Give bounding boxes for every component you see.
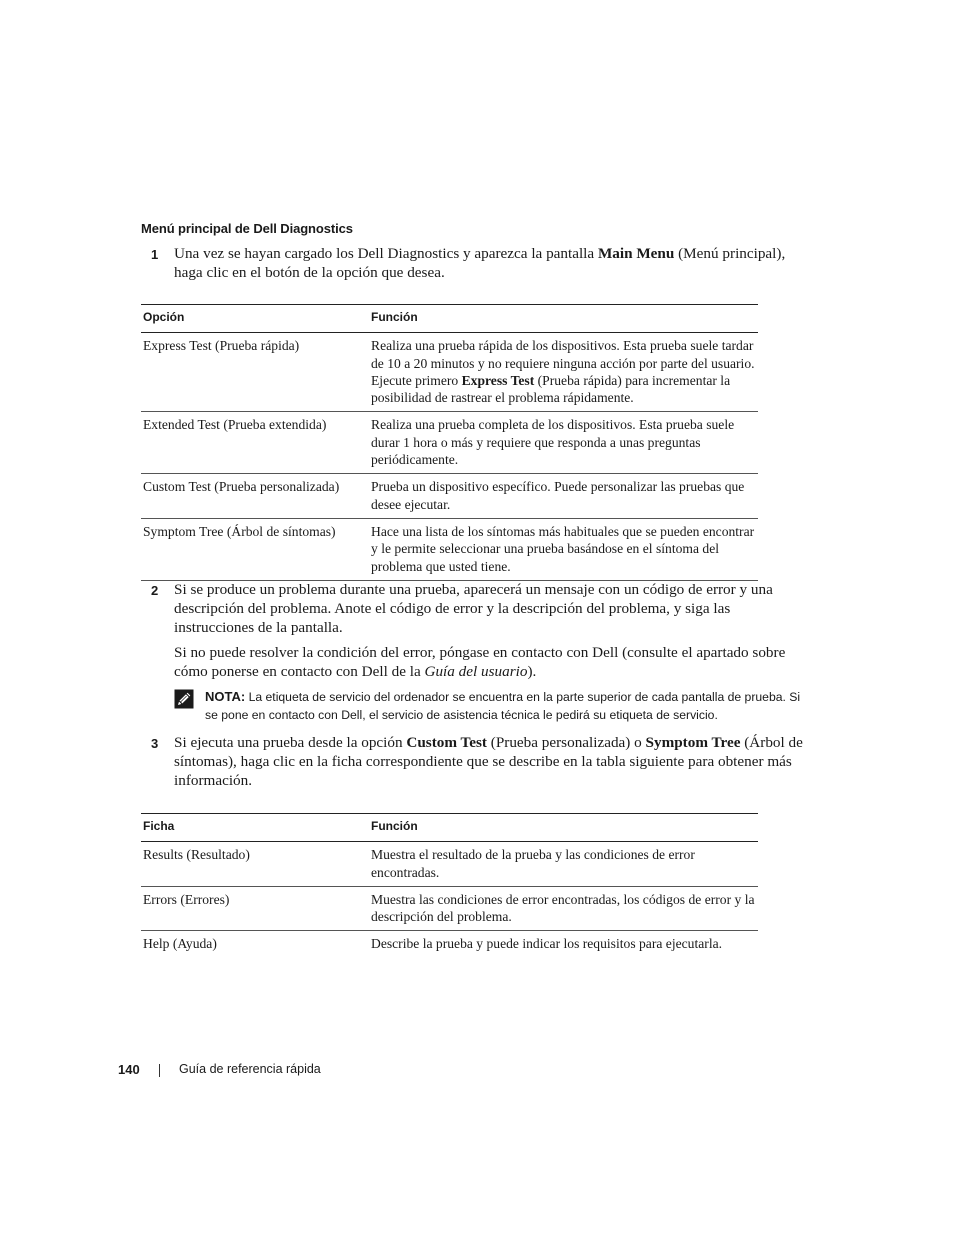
step-number: 3 <box>151 736 159 751</box>
table-row <box>141 886 758 931</box>
page-footer <box>118 1062 321 1077</box>
function-cell: Muestra las condiciones de error encontradas, los códigos de error y la descripción del problema. <box>367 886 758 931</box>
step-number: 1 <box>151 247 159 262</box>
table-row <box>141 931 758 958</box>
tab-cell: Help (Ayuda) <box>143 936 217 952</box>
note-box <box>174 688 814 724</box>
option-cell: Extended Test (Prueba extendida) <box>141 412 367 474</box>
function-cell: Hace una lista de los síntomas más habituales que se pueden encontrar y le permite seleccionar una prueba basándose en el síntoma del problema que usted tiene. <box>367 518 758 580</box>
table-header-row <box>141 305 758 333</box>
note-label: NOTA: <box>205 689 246 704</box>
function-cell: Describe la prueba y puede indicar los requisitos para ejecutarla. <box>371 936 723 952</box>
option-cell: Express Test (Prueba rápida) <box>141 333 367 412</box>
table-row <box>141 333 758 412</box>
function-cell: Realiza una prueba completa de los dispositivos. Esta prueba suele durar 1 hora o más y requiere que responda a unas preguntas periódicamente. <box>367 412 758 474</box>
page-number: 140 <box>118 1062 140 1077</box>
section-title: Menú principal de Dell Diagnostics <box>141 221 353 236</box>
table-row <box>141 412 758 474</box>
step-text: Una vez se hayan cargado los Dell Diagnostics y aparezca la pantalla Main Menu (Menú principal), haga clic en el botón de la opción que desea. <box>174 245 786 281</box>
note-text: NOTA: La etiqueta de servicio del ordenador se encuentra en la parte superior de cada pantalla de prueba. Si se pone en contacto con Dell, el servicio de asistencia técnica le pedirá su etiqueta de servicio. <box>205 689 801 722</box>
tab-cell: Results (Resultado) <box>141 842 367 887</box>
table-row <box>141 474 758 519</box>
footer-title: Guía de referencia rápida <box>179 1062 321 1076</box>
bold-term: Main Menu <box>597 245 675 262</box>
column-header: Función <box>367 305 758 333</box>
footer-separator <box>159 1064 160 1077</box>
tab-cell: Errors (Errores) <box>141 886 367 931</box>
column-header: Opción <box>141 305 367 333</box>
italic-title: Guía del usuario <box>424 663 528 680</box>
function-cell: Muestra el resultado de la prueba y las condiciones de error encontradas. <box>367 842 758 887</box>
table-header-row <box>141 814 758 842</box>
column-header: Función <box>367 814 758 842</box>
table-row <box>141 518 758 580</box>
step-text: Si ejecuta una prueba desde la opción Custom Test (Prueba personalizada) o Symptom Tree (Árbol de síntomas), haga clic en la ficha correspondiente que se describe en la tabla siguiente para obtener más información. <box>174 734 803 789</box>
pencil-note-icon <box>174 689 194 709</box>
step-number: 2 <box>151 583 159 598</box>
option-cell: Custom Test (Prueba personalizada) <box>141 474 367 519</box>
table-row <box>141 842 758 887</box>
function-cell: Realiza una prueba rápida de los dispositivos. Esta prueba suele tardar de 10 a 20 minutos y no requiere ninguna acción por parte del usuario. Ejecute primero Express Test (Prueba rápida) para incrementar la posibilidad de rastrear el problema rápidamente. <box>367 333 758 412</box>
option-cell: Symptom Tree (Árbol de síntomas) <box>141 518 367 580</box>
tabs-table <box>141 813 758 958</box>
step-2 <box>151 580 811 637</box>
step-3 <box>151 733 811 790</box>
options-table <box>141 304 758 581</box>
function-cell: Prueba un dispositivo específico. Puede personalizar las pruebas que desee ejecutar. <box>367 474 758 519</box>
contact-paragraph: Si no puede resolver la condición del error, póngase en contacto con Dell (consulte el apartado sobre cómo ponerse en contacto con Dell de la Guía del usuario). <box>174 644 786 680</box>
step-text: Si se produce un problema durante una prueba, aparecerá un mensaje con un código de error y una descripción del problema. Anote el código de error y la descripción del problema, y siga las instrucciones de la pantalla. <box>174 581 773 636</box>
step-1 <box>151 244 811 282</box>
column-header: Ficha <box>141 814 367 842</box>
